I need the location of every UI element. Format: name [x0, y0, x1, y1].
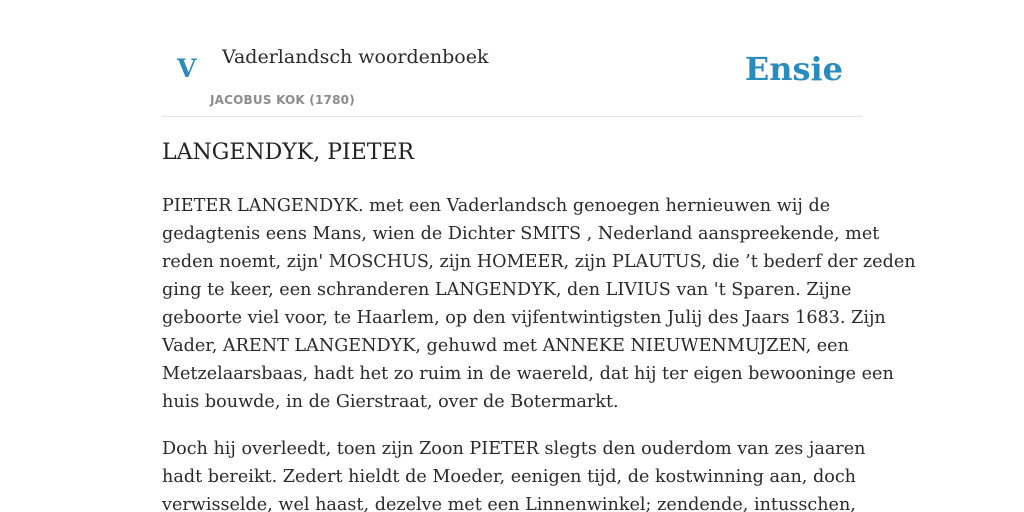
book-author: JACOBUS KOK (1780) [210, 93, 355, 107]
text-line: gedagtenis eens Mans, wien de Dichter SMITS , Nederland aanspreekende, met [162, 224, 880, 244]
paragraph [162, 435, 866, 512]
text-line: Vader, ARENT LANGENDYK, gehuwd met ANNEKE NIEUWENMUJZEN, een [162, 336, 849, 356]
text-line: Metzelaarsbaas, hadt het zo ruim in de waereld, dat hij ter eigen bewooninge een [162, 364, 894, 384]
entry-title: LANGENDYK, PIETER [162, 140, 415, 165]
text-line: geboorte viel voor, te Haarlem, op den vijfentwintigsten Julij des Jaars 1683. Zijn [162, 308, 886, 328]
paragraph [162, 192, 916, 416]
header [162, 0, 862, 117]
book-letter[interactable]: V [177, 54, 197, 83]
text-line: PIETER LANGENDYK. met een Vaderlandsch genoegen hernieuwen wij de [162, 196, 831, 216]
text-line: verwisselde, wel haast, dezelve met een Linnenwinkel; zendende, intusschen, [162, 495, 856, 512]
text-line: ging te keer, een schranderen LANGENDYK, den LIVIUS van 't Sparen. Zijne [162, 280, 852, 300]
text-line: reden noemt, zijn' MOSCHUS, zijn HOMEER, zijn PLAUTUS, die ’t bederf der zeden [162, 252, 916, 272]
text-line: huis bouwde, in de Gierstraat, over de Botermarkt. [162, 392, 619, 412]
book-title[interactable]: Vaderlandsch woordenboek [222, 46, 489, 68]
entry-body [162, 192, 916, 512]
text-line: Doch hij overleedt, toen zijn Zoon PIETER slegts den ouderdom van zes jaaren [162, 439, 866, 459]
ensie-logo[interactable]: Ensie [744, 50, 843, 88]
text-line: hadt bereikt. Zedert hieldt de Moeder, eenigen tijd, de kostwinning aan, doch [162, 467, 857, 487]
